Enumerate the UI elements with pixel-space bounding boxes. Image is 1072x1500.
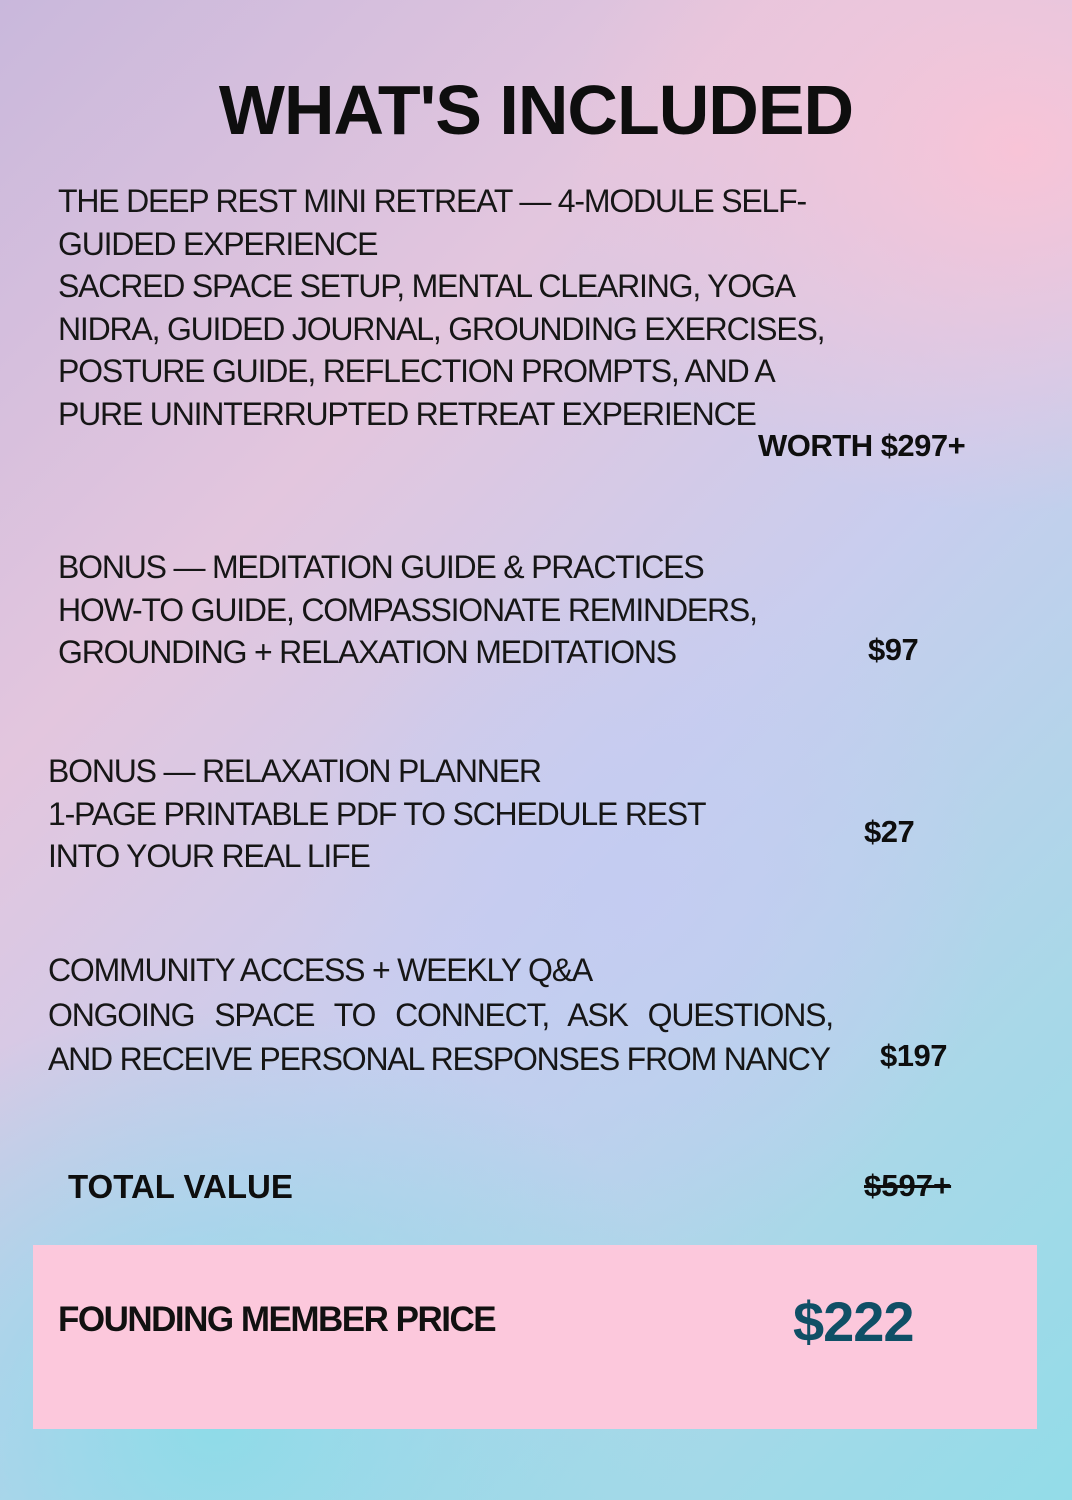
founding-member-box (33, 1245, 1037, 1429)
item-description: HOW-TO GUIDE, COMPASSIONATE REMINDERS, GROUNDING + RELAXATION MEDITATIONS (58, 591, 757, 670)
item-heading: COMMUNITY ACCESS + WEEKLY Q&A (48, 952, 593, 988)
total-value-label: TOTAL VALUE (68, 1168, 293, 1205)
item-description: 1-PAGE PRINTABLE PDF TO SCHEDULE REST INTO YOUR REAL LIFE (48, 795, 705, 874)
item-description: SACRED SPACE SETUP, MENTAL CLEARING, YOGA NIDRA, GUIDED JOURNAL, GROUNDING EXERCISES, POSTURE GUIDE, REFLECTION PROMPTS, AND A PURE UNINTERRUPTED RETREAT EXPERIENCE (58, 268, 825, 432)
item-relaxation-planner (48, 750, 768, 878)
item-price: $27 (864, 814, 915, 849)
page-title: WHAT'S INCLUDED (218, 71, 854, 149)
item-price: $197 (880, 1038, 947, 1073)
item-description: ONGOING SPACE TO CONNECT, ASK QUESTIONS, AND RECEIVE PERSONAL RESPONSES FROM NANCY (48, 996, 833, 1077)
founding-member-label: FOUNDING MEMBER PRICE (58, 1300, 496, 1339)
item-community-access (48, 948, 833, 1082)
total-value-amount: $597+ (864, 1168, 952, 1203)
item-heading: BONUS — RELAXATION PLANNER (48, 753, 541, 789)
item-heading: THE DEEP REST MINI RETREAT — 4-MODULE SELF-GUIDED EXPERIENCE (58, 183, 806, 262)
item-price: WORTH $297+ (758, 428, 966, 463)
founding-member-price: $222 (793, 1290, 914, 1353)
item-meditation-guide (58, 546, 838, 674)
item-deep-rest-retreat (58, 180, 888, 435)
item-heading: BONUS — MEDITATION GUIDE & PRACTICES (58, 549, 704, 585)
item-price: $97 (868, 632, 919, 667)
